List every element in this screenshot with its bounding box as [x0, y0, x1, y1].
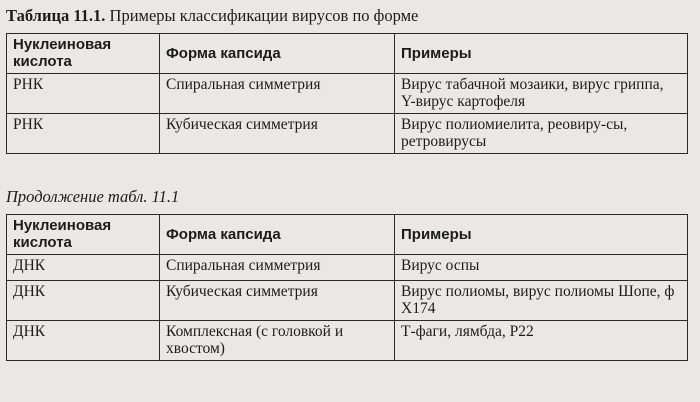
table-row: [7, 281, 688, 321]
table1-caption-label: Таблица 11.1.: [6, 6, 106, 25]
table-cell: Вирус полиомиелита, реовиру-сы, ретровирусы: [395, 114, 688, 154]
table-row: [7, 255, 688, 281]
table-cell: Вирус табачной мозаики, вирус гриппа, Y-вирус картофеля: [395, 74, 688, 114]
table-cell: ДНК: [7, 321, 160, 361]
table-cell: Спиральная симметрия: [160, 255, 395, 281]
table-cell: ДНК: [7, 281, 160, 321]
table2-caption: Продолжение табл. 11.1: [6, 187, 180, 206]
table1-header-capsid-shape: Форма капсида: [160, 34, 395, 74]
table1-header-nucleic-acid: Нуклеиновая кислота: [7, 34, 160, 74]
table1-caption: [6, 6, 418, 26]
table2-header-examples: Примеры: [395, 215, 688, 255]
table1-header-row: [7, 34, 688, 74]
table-row: [7, 114, 688, 154]
table2-header-nucleic-acid: Нуклеиновая кислота: [7, 215, 160, 255]
table-cell: Кубическая симметрия: [160, 114, 395, 154]
table-cell: Комплексная (с головкой и хвостом): [160, 321, 395, 361]
table1: [6, 33, 688, 154]
table2: [6, 214, 688, 361]
table-cell: РНК: [7, 74, 160, 114]
table-cell: Т-фаги, лямбда, Р22: [395, 321, 688, 361]
table-row: [7, 74, 688, 114]
table-cell: ДНК: [7, 255, 160, 281]
table-cell: Вирус полиомы, вирус полиомы Шопе, ф X174: [395, 281, 688, 321]
table2-header-capsid-shape: Форма капсида: [160, 215, 395, 255]
table1-caption-text: Примеры классификации вирусов по форме: [109, 6, 419, 25]
table-row: [7, 321, 688, 361]
table-cell: Кубическая симметрия: [160, 281, 395, 321]
table-cell: Вирус оспы: [395, 255, 688, 281]
table-cell: Спиральная симметрия: [160, 74, 395, 114]
table2-header-row: [7, 215, 688, 255]
table-cell: РНК: [7, 114, 160, 154]
table1-header-examples: Примеры: [395, 34, 688, 74]
